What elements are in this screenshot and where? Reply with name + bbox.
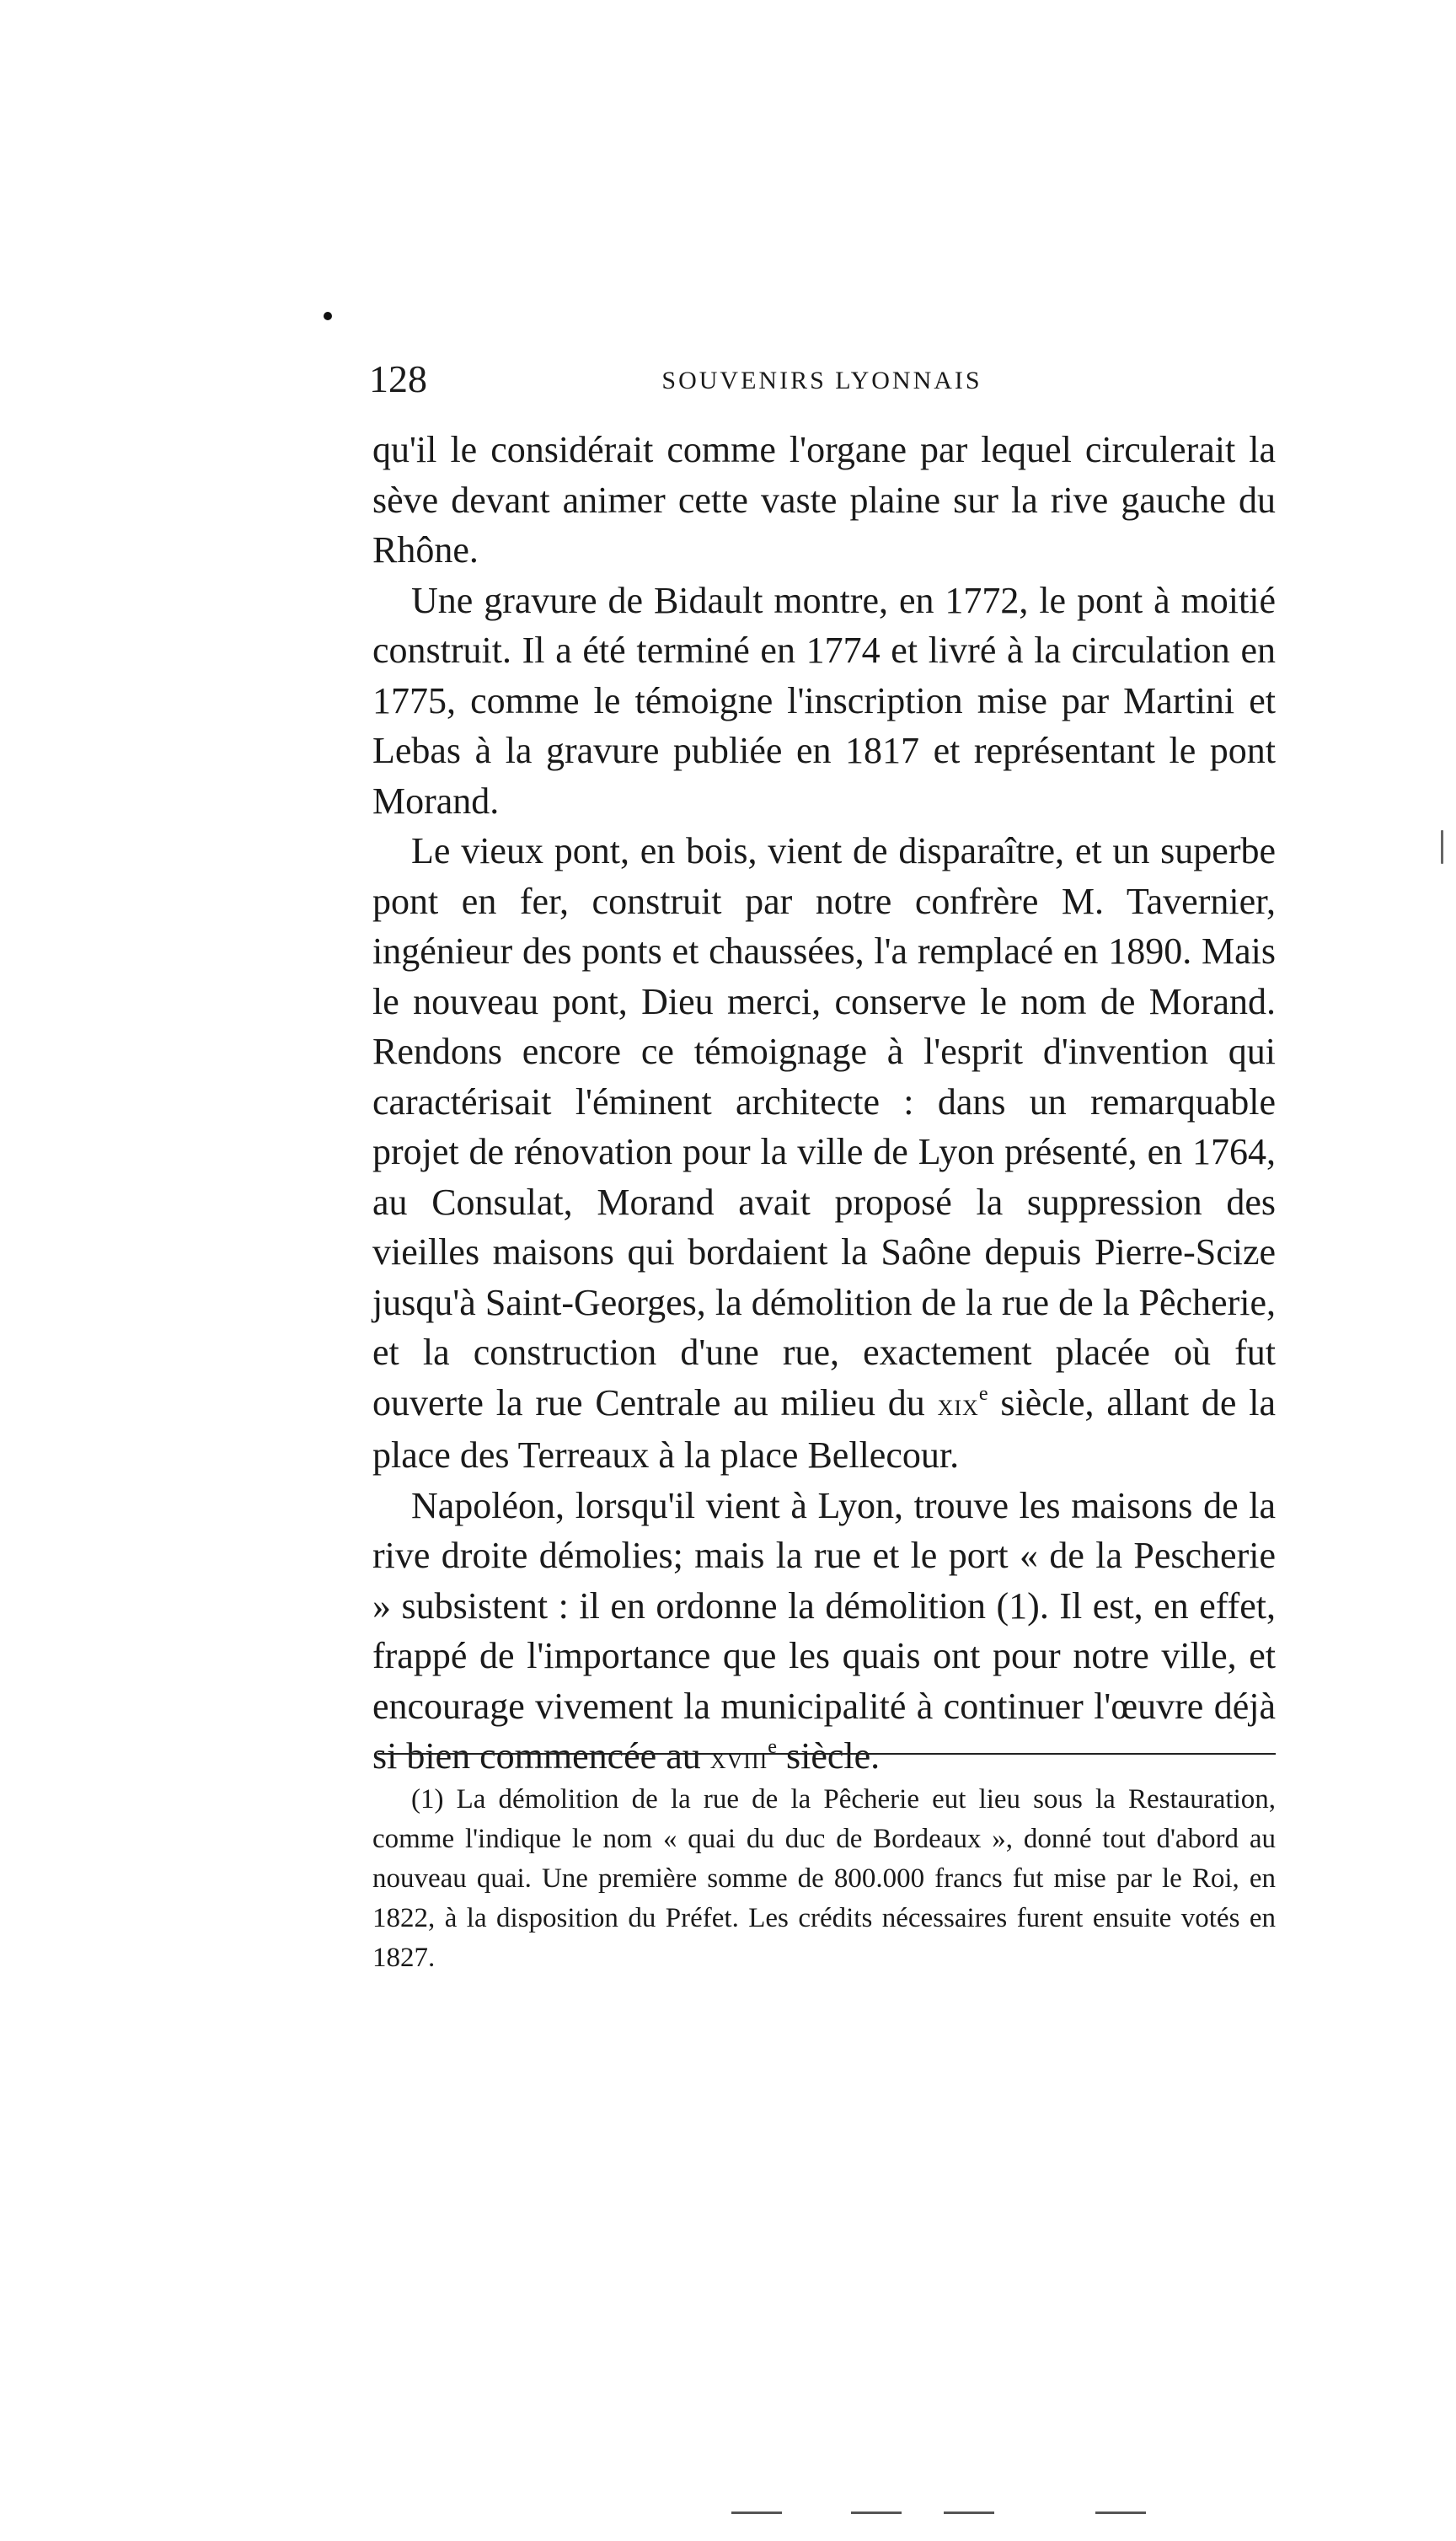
ordinal-superscript: e (768, 1734, 778, 1758)
footnote-text: (1) La démolition de la rue de la Pêcherie eut lieu sous la Restauration, comme l'indique le nom « quai du duc de Bordeaux », donné tout d'abord au nouveau quai. Une première somme de 800.000 francs fut mise par le Roi, en 1822, à la disposition du Préfet. Les crédits nécessaires furent ensuite votés en 1827. (372, 1784, 1276, 1973)
paragraph-3-text-end: siècle, allant de la place des Terreaux à la place Bellecour. (372, 1381, 1276, 1476)
paragraph-4-text-end: siècle. (777, 1735, 881, 1777)
scan-artifact (1095, 2512, 1146, 2514)
running-header (369, 352, 1275, 406)
footnote (372, 1780, 1276, 1978)
ink-speck (324, 312, 332, 320)
century-numeral: xix (937, 1386, 979, 1423)
scan-artifact (944, 2512, 994, 2514)
scan-artifact (731, 2512, 782, 2514)
paragraph-4 (372, 1481, 1276, 1784)
paragraph-2: Une gravure de Bidault montre, en 1772, le pont à moitié construit. Il a été terminé en 1774 et livré à la circulation en 1775, comme le témoigne l'inscription mise par Martini et Lebas à la gravure publiée en 1817 et représentant le pont Morand. (372, 579, 1276, 822)
paragraph-3 (372, 826, 1276, 1481)
paragraph-3-text: Le vieux pont, en bois, vient de disparaître, et un superbe pont en fer, construit par notre confrère M. Tavernier, ingénieur des ponts et chaussées, l'a remplacé en 1890. Mais le nouveau pont, Dieu merci, conserve le nom de Morand. Rendons encore ce témoignage à l'esprit d'invention qui caractérisait l'éminent architecte : dans un remarquable projet de rénovation pour la ville de Lyon présenté, en 1764, au Consulat, Morand avait proposé la suppression des vieilles maisons qui bordaient la Saône depuis Pierre-Scize jusqu'à Saint-Georges, la démolition de la rue de la Pêcherie, et la construction d'une rue, exactement placée où fut ouverte la rue Centrale au milieu du (372, 830, 1276, 1423)
century-numeral: xviii (709, 1740, 768, 1776)
paragraph-1: qu'il le considérait comme l'organe par lequel circulerait la sève devant animer cette vaste plaine sur la rive gauche du Rhône. (372, 429, 1276, 571)
scan-artifact (851, 2512, 902, 2514)
paragraph-4-text: Napoléon, lorsqu'il vient à Lyon, trouve les maisons de la rive droite démolies; mais la rue et le port « de la Pescherie » subsistent : il en ordonne la démolition (1). Il est, en effet, frappé de l'importance que les quais ont pour notre ville, et encourage vivement la municipalité à continuer l'œuvre déjà si bien commencée au (372, 1484, 1276, 1777)
ink-speck (1441, 830, 1443, 864)
page-number: 128 (369, 357, 427, 400)
ordinal-superscript: e (978, 1381, 988, 1405)
running-title: SOUVENIRS LYONNAIS (661, 367, 982, 394)
footnote-separator (377, 1753, 1276, 1755)
body-text (372, 425, 1276, 1784)
